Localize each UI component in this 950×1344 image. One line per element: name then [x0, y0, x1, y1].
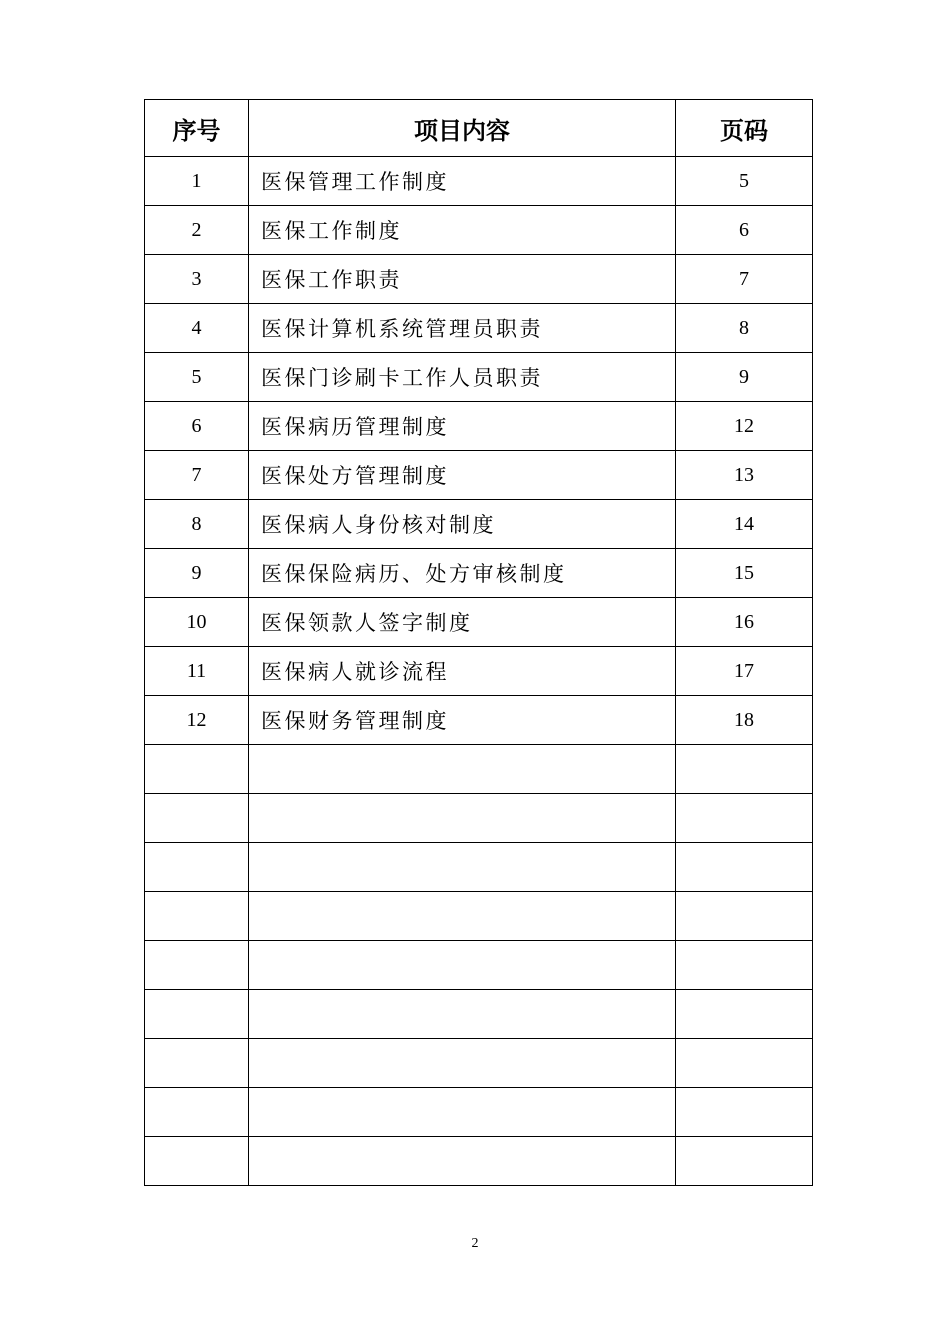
table-row — [145, 206, 813, 255]
table-row — [145, 304, 813, 353]
table-row — [145, 255, 813, 304]
row-page — [676, 1088, 813, 1137]
row-page — [676, 794, 813, 843]
row-page: 13 — [676, 451, 813, 500]
page-number: 2 — [471, 1236, 479, 1251]
row-page — [676, 1039, 813, 1088]
table-body — [145, 157, 813, 1186]
row-number — [145, 794, 249, 843]
row-page: 7 — [676, 255, 813, 304]
row-item — [249, 843, 676, 892]
table-row — [145, 500, 813, 549]
row-item — [249, 794, 676, 843]
row-number: 6 — [145, 402, 249, 451]
row-number — [145, 941, 249, 990]
row-page — [676, 843, 813, 892]
header-item: 项目内容 — [249, 100, 676, 157]
table-row — [145, 647, 813, 696]
row-number — [145, 1137, 249, 1186]
row-number: 12 — [145, 696, 249, 745]
header-page: 页码 — [676, 100, 813, 157]
row-number: 10 — [145, 598, 249, 647]
row-page — [676, 941, 813, 990]
table-row — [145, 598, 813, 647]
table-row — [145, 696, 813, 745]
toc-table — [144, 99, 813, 1186]
row-item: 医保管理工作制度 — [249, 157, 676, 206]
row-item: 医保门诊刷卡工作人员职责 — [249, 353, 676, 402]
row-page: 15 — [676, 549, 813, 598]
header-number: 序号 — [145, 100, 249, 157]
row-item: 医保领款人签字制度 — [249, 598, 676, 647]
row-item: 医保保险病历、处方审核制度 — [249, 549, 676, 598]
row-number: 9 — [145, 549, 249, 598]
row-number — [145, 1088, 249, 1137]
table-row — [145, 549, 813, 598]
row-item — [249, 1039, 676, 1088]
row-page — [676, 1137, 813, 1186]
row-item: 医保工作职责 — [249, 255, 676, 304]
row-page — [676, 990, 813, 1039]
row-page: 12 — [676, 402, 813, 451]
row-number: 8 — [145, 500, 249, 549]
row-item: 医保计算机系统管理员职责 — [249, 304, 676, 353]
row-number: 1 — [145, 157, 249, 206]
row-number — [145, 1039, 249, 1088]
table-row — [145, 1137, 813, 1186]
row-item — [249, 1137, 676, 1186]
table-row — [145, 157, 813, 206]
row-number — [145, 843, 249, 892]
row-item — [249, 892, 676, 941]
row-page: 5 — [676, 157, 813, 206]
row-number: 7 — [145, 451, 249, 500]
row-item: 医保财务管理制度 — [249, 696, 676, 745]
table-row — [145, 892, 813, 941]
row-item — [249, 745, 676, 794]
table-row — [145, 843, 813, 892]
row-page: 16 — [676, 598, 813, 647]
row-page — [676, 745, 813, 794]
row-item — [249, 1088, 676, 1137]
table-row — [145, 353, 813, 402]
row-item: 医保处方管理制度 — [249, 451, 676, 500]
table-row — [145, 745, 813, 794]
row-number: 11 — [145, 647, 249, 696]
row-number — [145, 990, 249, 1039]
table-row — [145, 941, 813, 990]
row-page: 6 — [676, 206, 813, 255]
row-page: 9 — [676, 353, 813, 402]
row-number: 2 — [145, 206, 249, 255]
row-page: 18 — [676, 696, 813, 745]
row-item: 医保工作制度 — [249, 206, 676, 255]
row-number: 5 — [145, 353, 249, 402]
table-row — [145, 990, 813, 1039]
row-page: 8 — [676, 304, 813, 353]
row-page — [676, 892, 813, 941]
row-number — [145, 745, 249, 794]
row-item: 医保病历管理制度 — [249, 402, 676, 451]
row-item: 医保病人就诊流程 — [249, 647, 676, 696]
table-row — [145, 794, 813, 843]
row-item — [249, 941, 676, 990]
row-page: 14 — [676, 500, 813, 549]
table-header-row — [145, 100, 813, 157]
row-item: 医保病人身份核对制度 — [249, 500, 676, 549]
row-number — [145, 892, 249, 941]
table-row — [145, 451, 813, 500]
table-row — [145, 402, 813, 451]
row-item — [249, 990, 676, 1039]
row-number: 3 — [145, 255, 249, 304]
row-page: 17 — [676, 647, 813, 696]
table-row — [145, 1039, 813, 1088]
row-number: 4 — [145, 304, 249, 353]
table-row — [145, 1088, 813, 1137]
